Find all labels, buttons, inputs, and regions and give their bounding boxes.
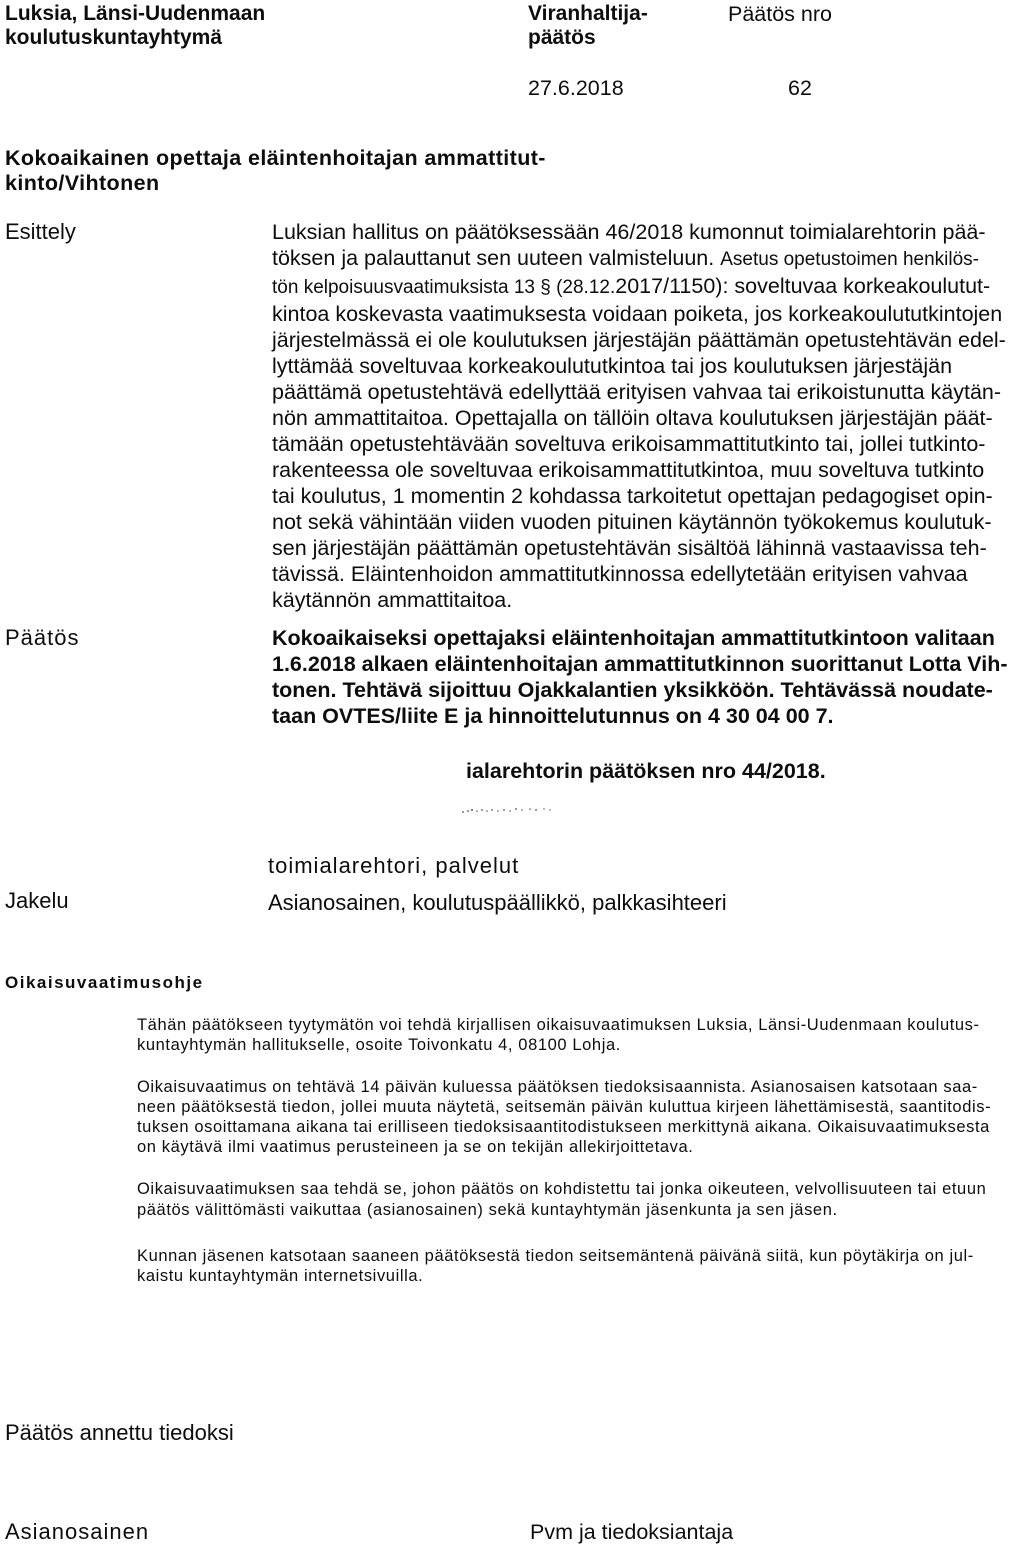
presentation-line: Luksian hallitus on päätöksessään 46/2018 kumonnut toimialarehtorin pää-: [272, 220, 986, 244]
appeal-line: Oikaisuvaatimuksen saa tehdä se, johon päätös on kohdistettu tai jonka oikeuteen, velvollisuuteen tai etuun: [137, 1180, 987, 1198]
organization-name: [5, 2, 265, 50]
appeal-line: Kunnan jäsenen katsotaan saaneen päätöksestä tiedon seitsemäntenä päivänä siitä, kun pöytäkirja on jul-: [137, 1247, 974, 1265]
decision-line: taan OVTES/liite E ja hinnoittelutunnus on 4 30 04 00 7.: [272, 704, 834, 728]
decision-line: tonen. Tehtävä sijoittuu Ojakkalantien yksikköön. Tehtävässä noudate-: [272, 678, 993, 702]
appeal-paragraph: [137, 1179, 986, 1221]
decision-number: 62: [788, 76, 812, 100]
decision-line: Kokoaikaiseksi opettajaksi eläintenhoitajan ammattitutkintoon valitaan: [272, 626, 995, 650]
presentation-text: [272, 219, 1006, 613]
decision-reference: ialarehtorin päätöksen nro 44/2018.: [466, 759, 826, 783]
presentation-line: nön ammattitaitoa. Opettajalla on tällöin oltava koulutuksen järjestäjän päät-: [272, 406, 993, 430]
appeal-paragraph: [137, 1077, 991, 1157]
organization-name-line1: Luksia, Länsi-Uudenmaan: [5, 2, 266, 25]
signer-title: toimialarehtori, palvelut: [268, 853, 520, 878]
presentation-line-main: 2017/1150): soveltuvaa korkeakoulutut-: [615, 274, 991, 298]
notification-label: Päätös annettu tiedoksi: [5, 1420, 234, 1445]
presentation-line: [272, 245, 1006, 273]
presentation-label: Esittely: [5, 219, 76, 244]
appeal-line: neen päätöksestä tiedon, jollei muuta näytetä, seitsemän päivän kuluttua kirjeen lähettämisestä, saantitodis-: [137, 1098, 992, 1116]
decision-number-label: Päätös nro: [728, 2, 832, 26]
appeal-paragraph: [137, 1015, 980, 1055]
appeal-line: kuntayhtymän hallitukselle, osoite Toivonkatu 4, 08100 Lohja.: [137, 1036, 621, 1054]
decision-date: 27.6.2018: [528, 76, 624, 100]
presentation-line-statute: Asetus opetustoimen henkilös-: [720, 249, 979, 270]
presentation-line: not sekä vähintään viiden vuoden pituinen käytännön työkokemus koulutuk-: [272, 510, 992, 534]
decision-text: [272, 625, 1008, 729]
presentation-line: käytännön ammattitaitoa.: [272, 588, 513, 612]
appeal-line: päätös välittömästi vaikuttaa (asianosainen) sekä kuntayhtymän jäsenkunta ja sen jäsen.: [137, 1201, 838, 1219]
presentation-line: tävissä. Eläintenhoidon ammattitutkinnossa edellytetään erityisen vahvaa: [272, 562, 968, 586]
presentation-line-main: töksen ja palauttanut sen uuteen valmisteluun.: [272, 246, 715, 270]
appeal-line: kaistu kuntayhtymän internetsivuilla.: [137, 1267, 424, 1285]
organization-name-line2: koulutuskuntayhtymä: [5, 26, 223, 49]
document-type: [528, 2, 648, 50]
presentation-line-statute: tön kelpoisuusvaatimuksista 13 § (28.12.: [272, 277, 616, 298]
date-and-notifier-label: Pvm ja tiedoksiantaja: [530, 1520, 734, 1544]
handwritten-mark: [460, 803, 555, 822]
document-type-line2: päätös: [528, 26, 596, 49]
presentation-line: kintoa koskevasta vaatimuksesta voidaan poiketa, jos korkeakoulututkintojen: [272, 302, 1003, 326]
distribution-label: Jakelu: [5, 888, 69, 913]
presentation-line: tai koulutus, 1 momentin 2 kohdassa tarkoitetut opettajan pedagogiset opin-: [272, 484, 993, 508]
distribution-recipients: Asianosainen, koulutuspäällikkö, palkkasihteeri: [268, 890, 727, 915]
presentation-line: päättämä opetustehtävä edellyttää erityisen vahvaa tai erikoistunutta käytän-: [272, 380, 1002, 404]
presentation-line: sen järjestäjän päättämän opetustehtävän sisältöä lähinnä vastaavissa teh-: [272, 536, 987, 560]
appeal-heading: Oikaisuvaatimusohje: [5, 973, 204, 992]
title-line-1: Kokoaikainen opettaja eläintenhoitajan ammattitut-: [5, 146, 546, 170]
decision-line: 1.6.2018 alkaen eläintenhoitajan ammattitutkinnon suorittanut Lotta Vih-: [272, 652, 1008, 676]
presentation-line: tämään opetustehtävään soveltuva erikoisammattitutkinto tai, jollei tutkinto-: [272, 432, 986, 456]
appeal-line: Tähän päätökseen tyytymätön voi tehdä kirjallisen oikaisuvaatimuksen Luksia, Länsi-Uudenmaan koulutus-: [137, 1016, 980, 1034]
decision-label: Päätös: [5, 625, 80, 650]
title-line-2: kinto/Vihtonen: [5, 171, 160, 195]
presentation-line: [272, 273, 1006, 301]
appeal-paragraph: [137, 1246, 974, 1286]
appeal-line: tuksen osoittamana aikana tai erilliseen tiedoksisaantitodistukseen merkittynä aikana. Oikaisuvaatimuksesta: [137, 1118, 990, 1136]
presentation-line: lyttämää soveltuvaa korkeakoulututkintoa tai jos koulutuksen järjestäjän: [272, 354, 953, 378]
presentation-line: järjestelmässä ei ole koulutuksen järjestäjän päättämän opetustehtävän edel-: [272, 328, 1006, 352]
document-title: [5, 146, 546, 196]
appeal-line: on käytävä ilmi vaatimus perusteineen ja se on tekijän allekirjoittetava.: [137, 1138, 694, 1156]
party-label: Asianosainen: [5, 1519, 150, 1544]
document-type-line1: Viranhaltija-: [528, 2, 648, 25]
presentation-line: rakenteessa ole soveltuvaa erikoisammattitutkintoa, muu soveltuva tutkinto: [272, 458, 985, 482]
appeal-line: Oikaisuvaatimus on tehtävä 14 päivän kuluessa päätöksen tiedoksisaannista. Asianosaisen katsotaan saa-: [137, 1078, 978, 1096]
